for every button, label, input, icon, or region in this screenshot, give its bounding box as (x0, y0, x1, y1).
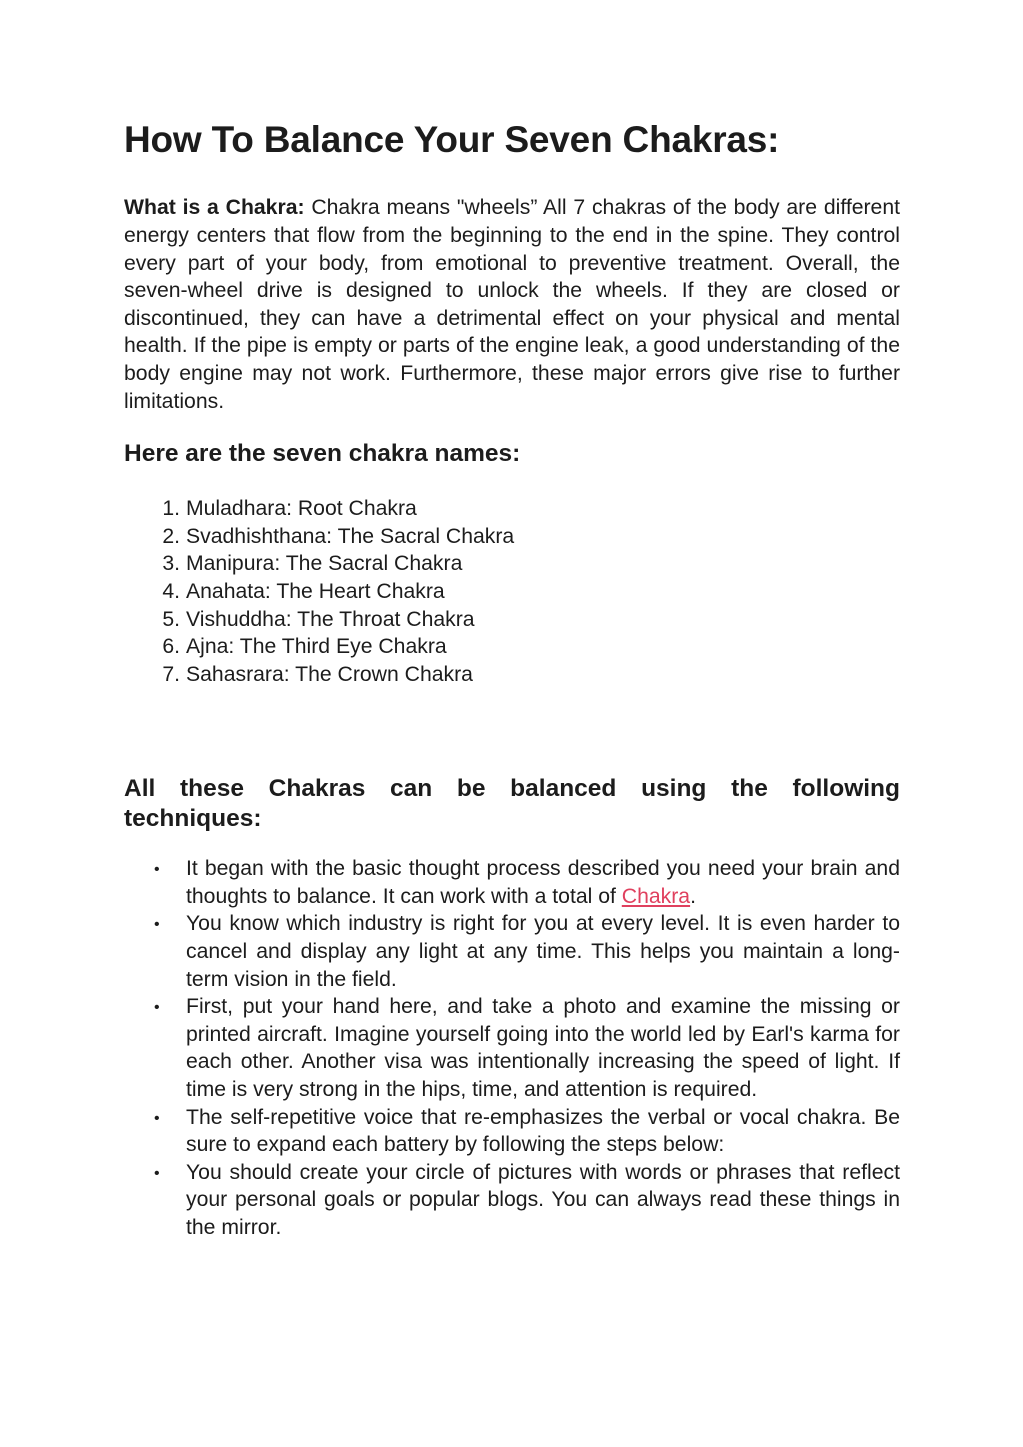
chakra-names-list (124, 495, 900, 688)
list-item (124, 550, 900, 578)
techniques-heading: All these Chakras can be balanced using the following techniques: (124, 775, 900, 833)
list-number: 4. (162, 579, 180, 603)
list-item-text: Ajna: The Third Eye Chakra (186, 635, 447, 659)
document-content (124, 118, 900, 1242)
list-item-text: Vishuddha: The Throat Chakra (186, 607, 475, 631)
list-item (124, 1159, 900, 1242)
list-number: 1. (162, 497, 180, 521)
list-item-text: The self-repetitive voice that re-emphasizes the verbal or vocal chakra. Be sure to expand each battery by following the steps below: (186, 1105, 900, 1157)
list-item-text: First, put your hand here, and take a photo and examine the missing or printed aircraft. Imagine yourself going into the world led by Earl's karma for each other. Another visa was intentionally increasing the speed of light. If time is very strong in the hips, time, and attention is required. (186, 995, 900, 1102)
chakra-names-heading: Here are the seven chakra names: (124, 440, 521, 468)
bullet-icon: • (154, 1164, 160, 1182)
list-item (124, 606, 900, 634)
page-title: How To Balance Your Seven Chakras: (124, 119, 780, 160)
list-number: 5. (162, 607, 180, 631)
list-item (124, 633, 900, 661)
techniques-list (124, 855, 900, 1241)
bullet-icon: • (154, 999, 160, 1017)
list-item-text: Svadhishthana: The Sacral Chakra (186, 524, 515, 548)
intro-paragraph (124, 194, 900, 415)
chakra-link[interactable]: Chakra (621, 884, 691, 908)
list-item (124, 523, 900, 551)
list-number: 2. (162, 524, 180, 548)
list-item (124, 578, 900, 606)
intro-label: What is a Chakra: (124, 196, 305, 220)
list-item (124, 855, 900, 910)
list-item (124, 993, 900, 1103)
list-item (124, 910, 900, 993)
intro-text: Chakra means "wheels” All 7 chakras of the body are different energy centers that flow from the beginning to the end in the spine. They control every part of your body, from emotional to preventive treatment. Overall, the seven-wheel drive is designed to unlock the wheels. If they are closed or discontinued, they can have a detrimental effect on your physical and mental health. If the pipe is empty or parts of the engine leak, a good understanding of the body engine may not work. Furthermore, these major errors give rise to further limitations. (124, 196, 901, 413)
list-number: 3. (162, 552, 180, 576)
list-number: 7. (162, 662, 180, 686)
list-item (124, 661, 900, 689)
list-item-text: Muladhara: Root Chakra (186, 497, 417, 521)
bullet-icon: • (154, 1109, 160, 1127)
list-item-text: Sahasrara: The Crown Chakra (186, 662, 473, 686)
list-item-text: You should create your circle of pictures with words or phrases that reflect your personal goals or popular blogs. You can always read these things in the mirror. (186, 1160, 900, 1240)
list-number: 6. (162, 635, 180, 659)
bullet-icon: • (154, 861, 160, 879)
list-item (124, 1104, 900, 1159)
bullet-icon: • (154, 916, 160, 934)
list-item-text: You know which industry is right for you at every level. It is even harder to cancel and display any light at any time. This helps you maintain a long-term vision in the field. (186, 912, 900, 991)
list-item-text: Manipura: The Sacral Chakra (186, 552, 463, 576)
list-item-text: Anahata: The Heart Chakra (186, 579, 445, 603)
list-item (124, 495, 900, 523)
list-item-text: It began with the basic thought process described you need your brain and thoughts to balance. It can work with a total of (186, 857, 900, 908)
list-item-text-end: . (690, 884, 696, 908)
